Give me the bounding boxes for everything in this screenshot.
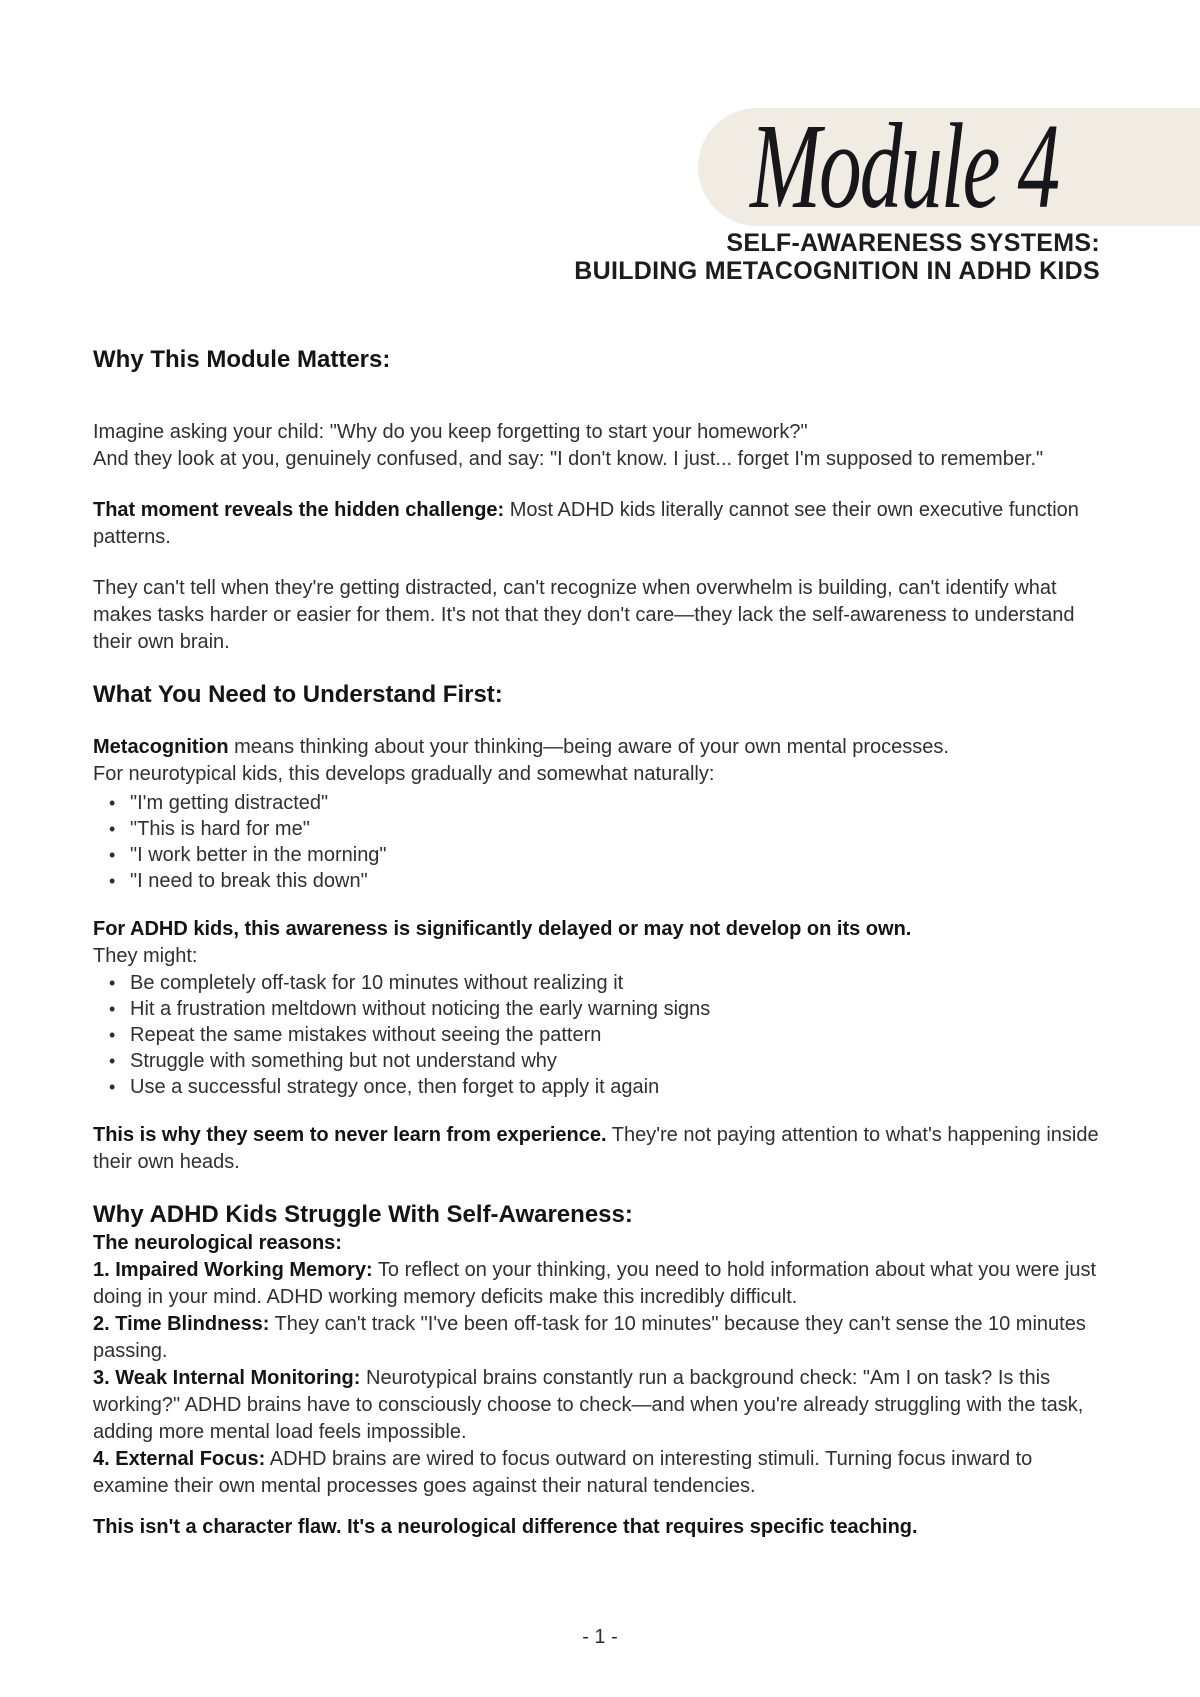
reason-4-text: ADHD brains are wired to focus outward on interesting stimuli. Turning focus inward to examine their own mental processes goes against their natural tendencies. (93, 1448, 1033, 1497)
reason-time-blindness (93, 1311, 1105, 1365)
subtitle-line-2: BUILDING METACOGNITION IN ADHD KIDS (574, 257, 1100, 285)
reason-external-focus (93, 1446, 1105, 1500)
neurological-reasons-subheading (93, 1230, 1105, 1257)
list-item: • Struggle with something but not understand why (93, 1048, 1105, 1074)
reason-4-lead: 4. External Focus: (93, 1448, 266, 1470)
document-body (93, 345, 1105, 1541)
never-learn-text: They're not paying attention to what's happening inside their own heads. (93, 1124, 1099, 1173)
section-heading-struggle-self-awareness: Why ADHD Kids Struggle With Self-Awareness: (93, 1201, 633, 1228)
reason-impaired-working-memory (93, 1257, 1105, 1311)
section-heading-why-this-module-matters: Why This Module Matters: (93, 346, 391, 373)
paragraph-imagine (93, 419, 1105, 473)
paragraph-metacognition (93, 734, 1105, 788)
module-title: Module 4 (750, 99, 1059, 234)
list-item: • "I work better in the morning" (93, 842, 1105, 868)
metacognition-lead: Metacognition (93, 736, 229, 758)
reason-weak-internal-monitoring (93, 1365, 1105, 1446)
list-item: • "This is hard for me" (93, 816, 1105, 842)
paragraph-hidden-challenge (93, 497, 1105, 551)
list-item: • Use a successful strategy once, then forget to apply it again (93, 1074, 1105, 1100)
hidden-challenge-lead: That moment reveals the hidden challenge: (93, 499, 505, 521)
adhd-delayed-lead: For ADHD kids, this awareness is significantly delayed or may not develop on its own. (93, 918, 912, 940)
reason-1-lead: 1. Impaired Working Memory: (93, 1259, 373, 1281)
closing-statement-text: This isn't a character flaw. It's a neurological difference that requires specific teaching. (93, 1516, 918, 1538)
paragraph-imagine-rest: And they look at you, genuinely confused, and say: "I don't know. I just... forget I'm supposed to remember." (93, 448, 1044, 470)
reason-3-lead: 3. Weak Internal Monitoring: (93, 1367, 361, 1389)
neurotypical-bullet-list (93, 790, 1105, 894)
reason-2-text: They can't track "I've been off-task for 10 minutes" because they can't sense the 10 minutes passing. (93, 1313, 1086, 1362)
list-item: • "I'm getting distracted" (93, 790, 1105, 816)
metacognition-text: means thinking about your thinking—being aware of your own mental processes. (228, 736, 949, 758)
they-might-line: They might: (93, 945, 198, 967)
list-item: • "I need to break this down" (93, 868, 1105, 894)
module-banner (698, 99, 1200, 234)
paragraph-imagine-line1: Imagine asking your child: "Why do you keep forgetting to start your homework?" (93, 421, 808, 443)
list-item: • Repeat the same mistakes without seeing the pattern (93, 1022, 1105, 1048)
list-item: • Be completely off-task for 10 minutes without realizing it (93, 970, 1105, 996)
neurological-reasons-label: The neurological reasons: (93, 1232, 342, 1254)
reason-1-text: To reflect on your thinking, you need to hold information about what you were just doing in your mind. ADHD working memory deficits make this incredibly difficult. (93, 1259, 1097, 1308)
closing-statement (93, 1514, 1105, 1541)
reason-2-lead: 2. Time Blindness: (93, 1313, 270, 1335)
section-heading-understand-first: What You Need to Understand First: (93, 681, 503, 708)
paragraph-never-learn (93, 1122, 1105, 1176)
adhd-behaviors-bullet-list (93, 970, 1105, 1100)
page-number: - 1 - (582, 1626, 618, 1648)
reason-3-text: Neurotypical brains constantly run a background check: "Am I on task? Is this working?" ADHD brains have to consciously choose to check—and when you're already struggling with the task, adding more mental load feels impossible. (93, 1367, 1084, 1443)
hidden-challenge-text: Most ADHD kids literally cannot see their own executive function patterns. (93, 499, 1079, 548)
neurotypical-line: For neurotypical kids, this develops gradually and somewhat naturally: (93, 763, 715, 785)
paragraph-cant-tell: They can't tell when they're getting distracted, can't recognize when overwhelm is building, can't identify what makes tasks harder or easier for them. It's not that they don't care—they lack the self-awareness to understand their own brain. (93, 577, 1075, 653)
list-item: • Hit a frustration meltdown without noticing the early warning signs (93, 996, 1105, 1022)
document-subtitle (574, 229, 1100, 285)
subtitle-line-1: SELF-AWARENESS SYSTEMS: (726, 229, 1100, 257)
paragraph-adhd-delayed (93, 916, 1105, 970)
never-learn-lead: This is why they seem to never learn from experience. (93, 1124, 607, 1146)
